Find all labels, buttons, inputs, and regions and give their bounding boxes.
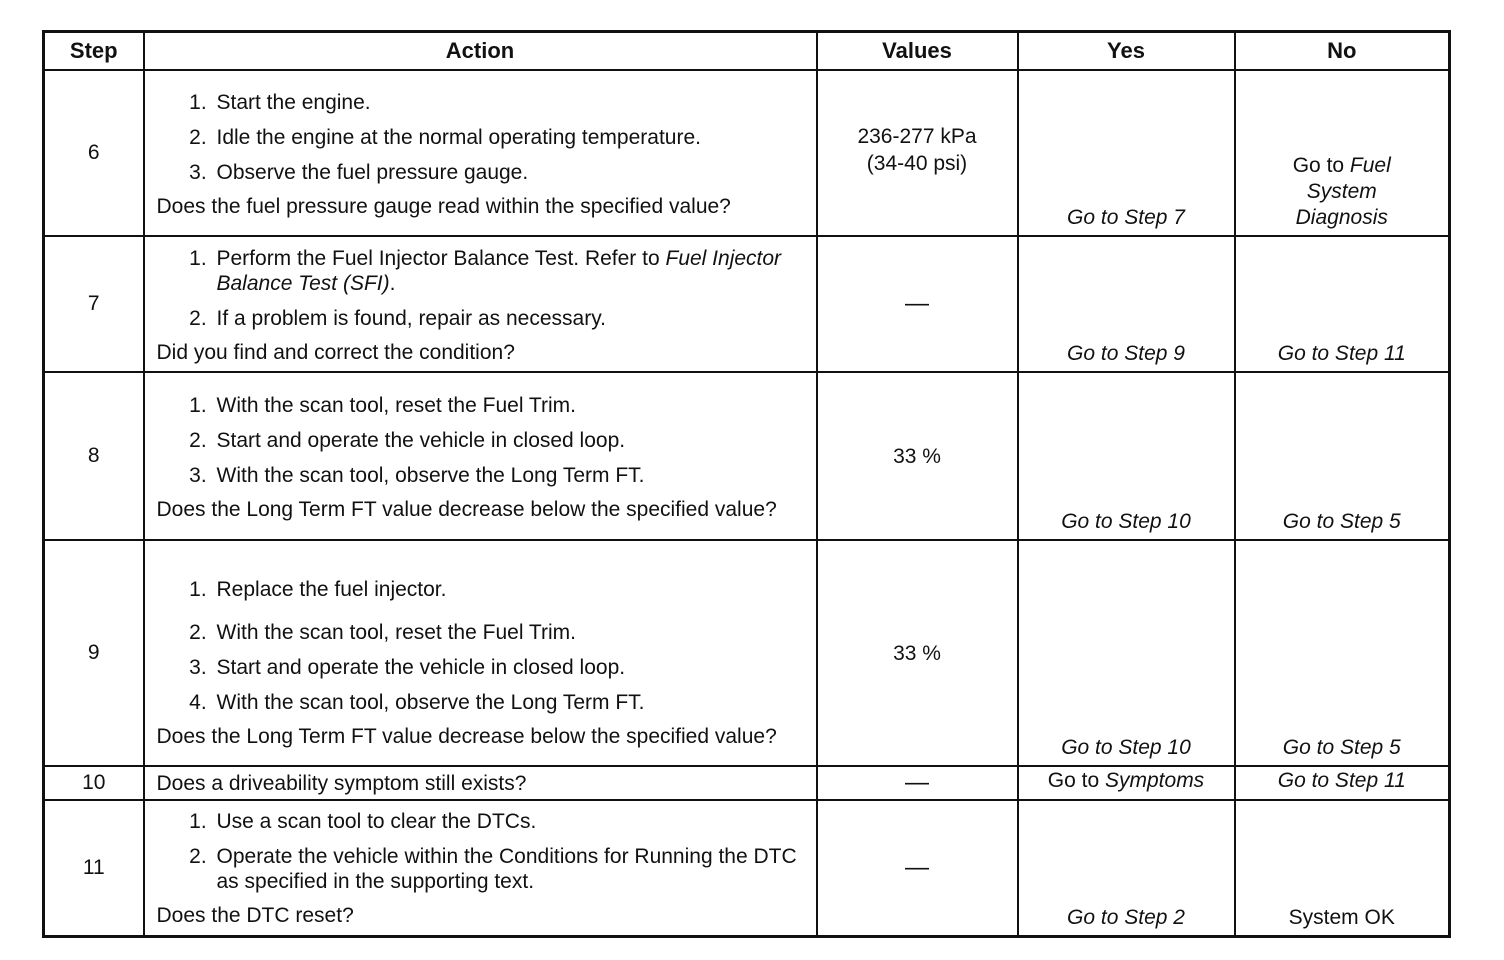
yes-cell: Go to Step 9	[1018, 236, 1235, 372]
header-no: No	[1235, 32, 1450, 71]
table-row	[44, 800, 1450, 936]
yes-prefix: Go to	[1047, 769, 1105, 792]
no-link: Fuel System Diagnosis	[1295, 154, 1391, 229]
values-cell	[817, 766, 1018, 800]
values-cell: 33 %	[817, 372, 1018, 540]
values-dash: —	[905, 769, 929, 796]
values-dash: —	[905, 290, 929, 317]
action-cell	[144, 766, 817, 800]
yes-link: Symptoms	[1105, 769, 1205, 792]
table-row	[44, 540, 1450, 766]
table-row	[44, 236, 1450, 372]
values-line: (34-40 psi)	[866, 152, 968, 175]
action-item: 4. With the scan tool, observe the Long Term FT.	[213, 690, 806, 715]
action-suffix: .	[389, 271, 396, 295]
action-question: Did you find and correct the condition?	[156, 340, 515, 364]
action-item: 3. With the scan tool, observe the Long Term FT.	[213, 463, 806, 488]
no-cell: Go to Step 5	[1235, 372, 1450, 540]
action-list	[157, 809, 806, 894]
action-item: 1. Start the engine.	[213, 90, 806, 115]
yes-cell	[1018, 766, 1235, 800]
action-list	[157, 90, 806, 185]
step-number: 11	[44, 800, 144, 936]
action-cell	[144, 236, 817, 372]
yes-cell: Go to Step 10	[1018, 372, 1235, 540]
no-cell: System OK	[1235, 800, 1450, 936]
header-values: Values	[817, 32, 1018, 71]
action-text: Perform the Fuel Injector Balance Test. Refer to	[216, 246, 666, 270]
action-item: 1. Use a scan tool to clear the DTCs.	[213, 809, 806, 834]
table-row	[44, 70, 1450, 236]
action-item: 3. Observe the fuel pressure gauge.	[213, 160, 806, 185]
action-item: 2. Idle the engine at the normal operating temperature.	[213, 125, 806, 150]
diagnostic-table	[42, 30, 1451, 938]
values-cell: 33 %	[817, 540, 1018, 766]
action-question: Does a driveability symptom still exists?	[156, 772, 527, 795]
action-question: Does the DTC reset?	[156, 904, 354, 928]
no-prefix: Go to	[1292, 154, 1350, 177]
action-item: 2. If a problem is found, repair as necessary.	[213, 306, 806, 331]
action-item: 2. With the scan tool, reset the Fuel Trim.	[213, 620, 806, 645]
no-cell	[1235, 70, 1450, 236]
action-item: 1. Replace the fuel injector.	[213, 577, 806, 602]
action-question: Does the fuel pressure gauge read within the specified value?	[156, 194, 731, 218]
values-dash: —	[905, 853, 929, 881]
table-row	[44, 766, 1450, 800]
yes-cell: Go to Step 10	[1018, 540, 1235, 766]
action-item	[213, 246, 806, 296]
action-question: Does the Long Term FT value decrease below the specified value?	[156, 497, 777, 521]
step-number: 8	[44, 372, 144, 540]
header-step: Step	[44, 32, 144, 71]
values-cell	[817, 236, 1018, 372]
yes-cell: Go to Step 7	[1018, 70, 1235, 236]
action-cell	[144, 372, 817, 540]
action-item: 2. Operate the vehicle within the Conditions for Running the DTC as specified in the supporting text.	[213, 844, 806, 894]
header-yes: Yes	[1018, 32, 1235, 71]
action-cell	[144, 540, 817, 766]
action-item: 1. With the scan tool, reset the Fuel Trim.	[213, 393, 806, 418]
action-item: 2. Start and operate the vehicle in closed loop.	[213, 428, 806, 453]
values-line: 236-277 kPa	[857, 125, 977, 148]
action-list	[157, 246, 806, 331]
action-cell	[144, 800, 817, 936]
no-cell: Go to Step 11	[1235, 236, 1450, 372]
action-list	[157, 393, 806, 488]
step-number: 7	[44, 236, 144, 372]
action-question: Does the Long Term FT value decrease below the specified value?	[156, 725, 777, 748]
action-reference: Fuel Injector Balance Test (SFI)	[216, 246, 782, 295]
action-item: 3. Start and operate the vehicle in closed loop.	[213, 655, 806, 680]
step-number: 9	[44, 540, 144, 766]
action-cell	[144, 70, 817, 236]
action-list	[157, 577, 806, 715]
no-cell: Go to Step 11	[1235, 766, 1450, 800]
table-row	[44, 372, 1450, 540]
values-cell	[817, 70, 1018, 236]
values-cell	[817, 800, 1018, 936]
step-number: 10	[44, 766, 144, 800]
header-action: Action	[144, 32, 817, 71]
header-row	[44, 32, 1450, 71]
step-number: 6	[44, 70, 144, 236]
yes-cell: Go to Step 2	[1018, 800, 1235, 936]
no-cell: Go to Step 5	[1235, 540, 1450, 766]
